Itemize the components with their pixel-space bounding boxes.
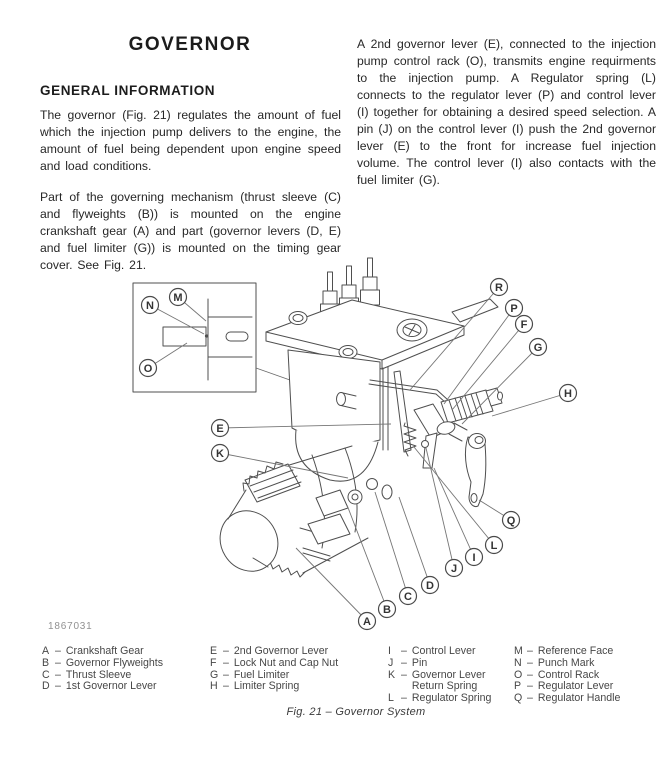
callout-G [530, 339, 547, 356]
legend-dash: – [527, 668, 533, 681]
shaft-end [209, 500, 289, 582]
legend-key: Q [514, 692, 523, 705]
callout-B [379, 601, 396, 618]
legend-key: N [514, 656, 522, 669]
bolt-head [289, 312, 307, 325]
legend-dash: – [55, 656, 61, 669]
legend-item-F [210, 658, 338, 670]
leader-line-J [426, 448, 454, 568]
callout-E [212, 420, 229, 437]
figure-caption: Fig. 21 – Governor System [286, 706, 426, 718]
legend-item-B [42, 658, 163, 670]
svg-text:M: M [173, 291, 183, 304]
pump-bracket-arm [452, 299, 498, 322]
legend-dash: – [223, 656, 229, 669]
legend-key: A [42, 645, 50, 657]
callout-P [506, 300, 523, 317]
legend-dash: – [527, 692, 533, 705]
legend-column-1 [42, 646, 163, 693]
callout-A [359, 613, 376, 630]
legend-label: Governor Lever Return Spring [411, 668, 486, 693]
callout-M [170, 289, 187, 306]
leader-line-P [444, 308, 514, 404]
legend-column-3 [388, 646, 491, 705]
svg-text:B: B [383, 603, 391, 616]
svg-text:E: E [216, 422, 224, 435]
callout-D [422, 577, 439, 594]
svg-text:L: L [490, 539, 498, 552]
legend-key: P [514, 680, 522, 693]
body-paragraph: Part of the governing mechanism (thrust sleeve (C) and flyweights (B)) is mounted on the engine crankshaft gear (A) and part (governor levers (D, E) and fuel limiter (G)) is mounted on the timing gear cover. See Fig. 21. [40, 190, 341, 272]
legend-key: M [514, 645, 523, 657]
callout-J [446, 560, 463, 577]
callout-H [560, 385, 577, 402]
callout-L [486, 537, 503, 554]
svg-text:P: P [510, 302, 518, 315]
legend-label: Regulator Handle [537, 692, 621, 705]
legend-dash: – [223, 680, 229, 693]
legend-label: Punch Mark [537, 656, 595, 669]
second-governor-lever [394, 371, 411, 452]
leader-line-G [462, 347, 538, 424]
legend-item-N [514, 658, 620, 670]
legend-column-4 [514, 646, 620, 705]
legend-label: Control Lever [411, 645, 476, 657]
punch-mark-dot [205, 334, 208, 337]
pivot-boss [348, 490, 362, 504]
legend-dash: – [401, 656, 407, 669]
injection-pump [266, 258, 498, 481]
legend-label: Fuel Limiter [233, 668, 290, 681]
fuel-limiter [441, 388, 503, 423]
legend-column-2 [210, 646, 338, 693]
callout-C [400, 588, 417, 605]
sleeve-end [382, 485, 392, 499]
legend-item-J [388, 658, 491, 670]
callout-F [516, 316, 533, 333]
legend-label: Regulator Lever [537, 680, 614, 693]
legend-label: Limiter Spring [233, 680, 300, 693]
legend-dash: – [223, 645, 229, 657]
svg-text:G: G [533, 341, 543, 354]
legend-label: Control Rack [537, 668, 600, 681]
svg-text:F: F [520, 318, 528, 331]
pump-body [288, 350, 380, 444]
connector-edge [449, 434, 462, 441]
cap-nut-tip [498, 392, 503, 400]
legend-key: B [42, 656, 50, 669]
legend-key: E [210, 645, 218, 657]
legend-key: J [388, 656, 394, 669]
svg-text:C: C [404, 590, 412, 603]
flyweight-block [245, 464, 300, 502]
svg-text:H: H [564, 387, 572, 400]
legend-key: G [210, 668, 219, 681]
legend-dash: – [401, 668, 407, 681]
legend-item-K [388, 670, 491, 694]
callout-K [212, 445, 229, 462]
legend-dash: – [527, 656, 533, 669]
svg-text:D: D [426, 579, 434, 592]
svg-text:A: A [363, 615, 371, 628]
legend-label: Pin [411, 656, 428, 669]
callout-N [142, 297, 159, 314]
legend-item-L [388, 693, 491, 705]
figure-code: 1867031 [48, 621, 93, 632]
legend-item-Q [514, 693, 620, 705]
leader-line-B [347, 505, 387, 609]
slot-line [303, 548, 330, 556]
legend-item-H [210, 681, 338, 693]
legend-dash: – [401, 645, 407, 657]
shaft-slot [226, 332, 248, 341]
regulator-handle [465, 434, 485, 507]
callout-R [491, 279, 508, 296]
link-rod [369, 384, 446, 403]
legend-label: 1st Governor Lever [65, 680, 157, 693]
body-paragraph: The governor (Fig. 21) regulates the amount of fuel which the injection pump delivers to the engine, the amount of fuel being dependent upon engine speed and load conditions. [40, 108, 341, 173]
mount-foot [308, 514, 350, 544]
legend-key: F [210, 656, 217, 669]
leader-line-H [492, 393, 568, 416]
pivot-boss [367, 479, 378, 490]
legend-dash: – [55, 645, 61, 657]
callout-O [140, 360, 157, 377]
thrust-bracket [316, 490, 348, 516]
svg-text:J: J [450, 562, 458, 575]
legend-dash: – [527, 680, 533, 693]
legend-key: H [210, 680, 218, 693]
legend-label: Governor Flyweights [65, 656, 164, 669]
leader-line-N [150, 305, 204, 334]
legend-dash: – [401, 692, 407, 705]
legend-dash: – [55, 680, 61, 693]
page-title: GOVERNOR [128, 34, 252, 55]
connector-edge [454, 423, 467, 430]
callout-Q [503, 512, 520, 529]
control-rack-detail [163, 327, 206, 346]
body-paragraph: A 2nd governor lever (E), connected to the injection pump control rack (O), transmits engine requirments to the injection pump. A Regulator spring (L) connects to the regulator lever (P) and control lever (I) together for obtaining a desired speed selection. A pin (J) on the control lever (I) push the 2nd governor lever (E) to the front for increase fuel injection volume. The control lever (I) also contacts with the fuel limiter (G). [357, 37, 656, 187]
legend-key: K [388, 668, 396, 681]
callout-I [466, 549, 483, 566]
leader-line-A [296, 548, 367, 621]
svg-text:K: K [216, 447, 224, 460]
section-heading: GENERAL INFORMATION [40, 83, 216, 98]
legend-label: Thrust Sleeve [65, 668, 132, 681]
control-lever-arm [423, 433, 437, 468]
legend-item-D [42, 681, 163, 693]
legend-dash: – [55, 668, 61, 681]
legend-dash: – [527, 645, 533, 657]
svg-text:N: N [146, 299, 154, 312]
legend-key: L [388, 692, 394, 705]
legend-label: Reference Face [537, 645, 614, 657]
leader-line-D [399, 497, 430, 585]
pin [422, 441, 429, 448]
svg-text:R: R [495, 281, 503, 294]
legend-key: C [42, 668, 50, 681]
legend-label: Regulator Spring [411, 692, 492, 705]
legend-dash: – [223, 668, 229, 681]
svg-text:O: O [143, 362, 153, 375]
legend-key: O [514, 668, 523, 681]
svg-text:I: I [472, 551, 476, 564]
legend-label: Crankshaft Gear [65, 645, 144, 657]
legend-label: Lock Nut and Cap Nut [233, 656, 339, 669]
svg-text:Q: Q [506, 514, 516, 527]
legend-key: D [42, 680, 50, 693]
legend-key: I [388, 645, 391, 657]
legend-label: 2nd Governor Lever [233, 645, 329, 657]
